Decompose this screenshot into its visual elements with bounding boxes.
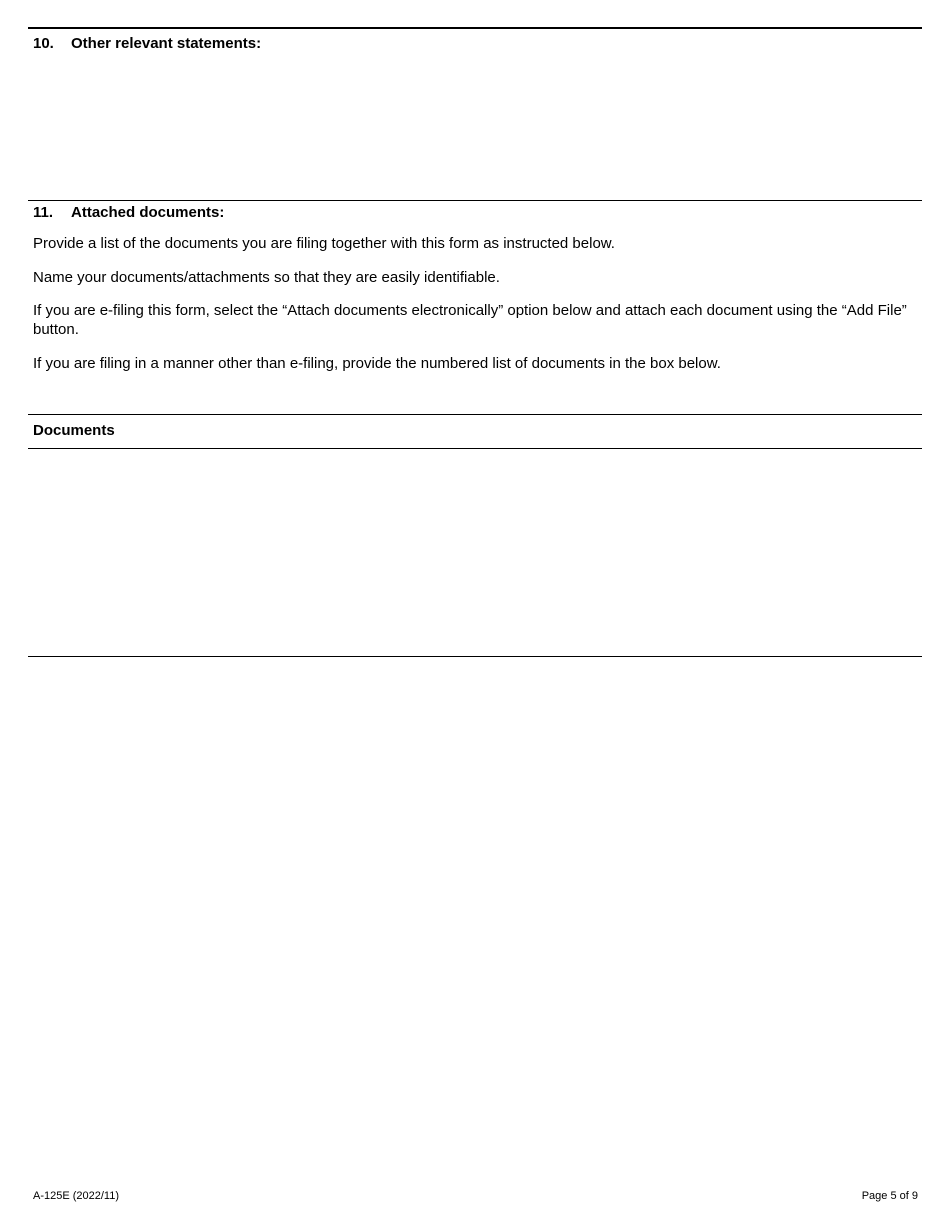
documents-header-rule [28, 448, 922, 449]
section-11-top-rule [28, 200, 922, 201]
instruction-name-documents: Name your documents/attachments so that they are easily identifiable. [33, 269, 500, 286]
other-relevant-statements-field[interactable] [28, 56, 922, 198]
instruction-e-filing: If you are e-filing this form, select the “Attach documents electronically” option below and attach each document using the “Add File” button. [33, 302, 907, 338]
section-11-number: 11. [33, 204, 54, 221]
page-number: Page 5 of 9 [861, 1190, 918, 1202]
instruction-other-filing: If you are filing in a manner other than e-filing, provide the numbered list of documents in the box below. [33, 355, 721, 372]
section-11-heading [33, 204, 224, 221]
documents-top-rule [28, 414, 922, 415]
instruction-provide-list: Provide a list of the documents you are filing together with this form as instructed below. [33, 235, 615, 252]
section-10-number: 10. [33, 35, 54, 52]
section-10-heading [33, 35, 261, 52]
section-10-top-rule [28, 27, 922, 29]
documents-bottom-rule [28, 656, 922, 657]
documents-list-field[interactable] [28, 450, 922, 654]
section-11-title: Attached documents: [71, 204, 225, 221]
documents-label: Documents [33, 422, 115, 439]
section-10-title: Other relevant statements: [71, 35, 262, 52]
form-id: A-125E (2022/11) [33, 1190, 120, 1202]
